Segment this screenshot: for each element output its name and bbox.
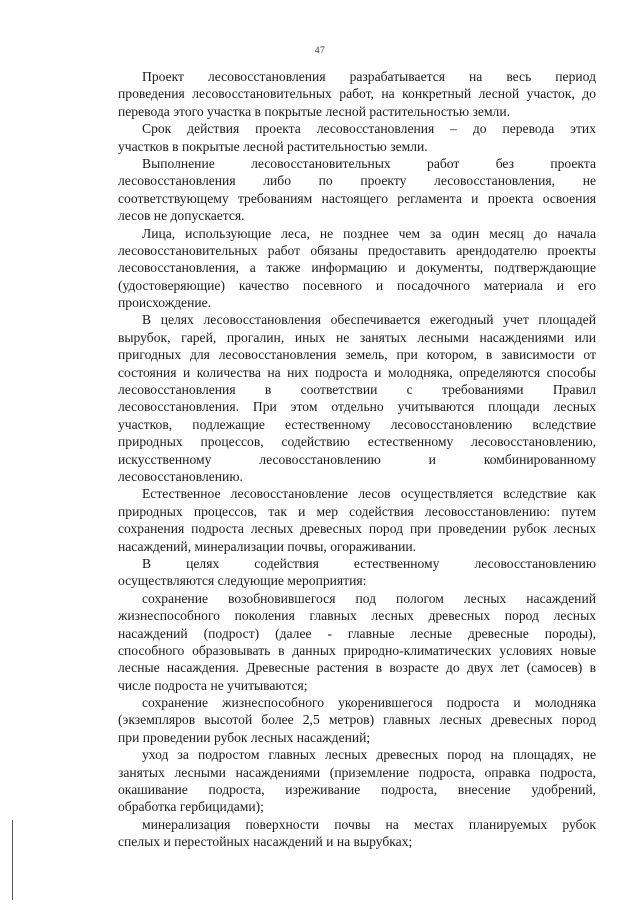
text-line: искусственному лесовосстановлению и комбинированному bbox=[118, 451, 596, 467]
text-line: проведения лесовосстановительных работ, на конкретный лесной участок, до bbox=[118, 86, 596, 102]
margin-line bbox=[12, 820, 13, 900]
text-line: при проведении рубок лесных насаждений; bbox=[118, 729, 371, 745]
text-line: лесовосстановления в соответствии с требованиями Правил bbox=[118, 382, 596, 398]
text-line: занятых лесными насаждениями (приземление подроста, оправка подроста, bbox=[118, 764, 596, 780]
text-line: Проект лесовосстановления разрабатывается на весь период bbox=[142, 69, 596, 84]
text-line: (экземпляров высотой более 2,5 метров) главных лесных древесных пород bbox=[118, 712, 596, 728]
paragraph bbox=[118, 485, 596, 555]
text-line: Выполнение лесовосстановительных работ без проекта bbox=[142, 155, 596, 171]
text-line: окашивание подроста, изреживание подроста, внесение удобрений, bbox=[118, 782, 596, 798]
text-line: пригодных для лесовосстановления земель, при котором, в зависимости от bbox=[118, 347, 596, 363]
text-line: участков в покрытые лесной растительностью земли. bbox=[118, 138, 428, 154]
text-line: происхождение. bbox=[118, 295, 212, 311]
text-line: насаждений, минерализации почвы, огораживании. bbox=[118, 538, 417, 554]
text-line: Естественное лесовосстановление лесов осуществляется вследствие как bbox=[142, 486, 596, 502]
paragraph bbox=[118, 68, 596, 120]
text-line: обработка гербицидами); bbox=[118, 799, 264, 815]
paragraph bbox=[118, 694, 596, 746]
text-line: Лица, использующие леса, не позднее чем за один месяц до начала bbox=[142, 225, 596, 241]
text-line: лесов не допускается. bbox=[118, 208, 245, 224]
text-line: жизнеспособного поколения главных лесных древесных пород лесных bbox=[118, 608, 596, 624]
page-number: 47 bbox=[314, 46, 326, 56]
text-line: сохранение возобновившегося под пологом лесных насаждений bbox=[142, 590, 596, 606]
text-line: лесовосстановительных работ обязаны предоставить арендодателю проекты bbox=[118, 242, 596, 258]
paragraph bbox=[118, 816, 596, 851]
text-line: В целях лесовосстановления обеспечивается ежегодный учет площадей bbox=[142, 312, 596, 328]
document-body bbox=[118, 68, 596, 851]
text-line: Срок действия проекта лесовосстановления – до перевода этих bbox=[142, 121, 596, 137]
text-line: вырубок, гарей, прогалин, иных не занятых лесными насаждениями или bbox=[118, 329, 596, 345]
text-line: насаждений (подрост) (далее - главные лесные древесные породы), bbox=[118, 625, 596, 641]
text-line: участков, подлежащие естественному лесовосстановлению вследствие bbox=[118, 416, 596, 432]
text-line: лесовосстановления либо по проекту лесовосстановления, не bbox=[118, 173, 596, 189]
text-line: В целях содействия естественному лесовосстановлению bbox=[142, 555, 596, 571]
text-line: сохранения подроста лесных древесных пород при проведении рубок лесных bbox=[118, 521, 596, 537]
text-line: природных процессов, так и мер содействия лесовосстановлению: путем bbox=[118, 503, 596, 519]
text-line: сохранение жизнеспособного укоренившегося подроста и молодняка bbox=[142, 695, 596, 711]
text-line: состояния и количества на них подроста и молодняка, определяются способы bbox=[118, 364, 596, 380]
paragraph bbox=[118, 746, 596, 816]
text-line: природных процессов, содействию естественному лесовосстановлению, bbox=[118, 434, 596, 450]
text-line: лесовосстановления, а также информацию и документы, подтверждающие bbox=[118, 260, 596, 276]
paragraph bbox=[118, 311, 596, 485]
text-line: лесовосстановления. При этом отдельно учитываются площади лесных bbox=[118, 399, 596, 415]
text-line: минерализация поверхности почвы на местах планируемых рубок bbox=[142, 816, 596, 832]
text-line: спелых и перестойных насаждений и на вырубках; bbox=[118, 834, 413, 850]
paragraph bbox=[118, 155, 596, 225]
paragraph bbox=[118, 555, 596, 590]
paragraph bbox=[118, 120, 596, 155]
paragraph bbox=[118, 225, 596, 312]
text-line: лесные насаждения. Древесные растения в возрасте до двух лет (самосев) в bbox=[118, 660, 596, 676]
text-line: соответствующему требованиям настоящего регламента и проекта освоения bbox=[118, 190, 596, 206]
text-line: перевода этого участка в покрытые лесной растительностью земли. bbox=[118, 103, 511, 119]
text-line: способного образовывать в данных природно-климатических условиях новые bbox=[118, 642, 596, 658]
text-line: числе подроста не учитываются; bbox=[118, 677, 308, 693]
text-line: уход за подростом главных лесных древесных пород на площадях, не bbox=[142, 747, 596, 763]
paragraph bbox=[118, 590, 596, 694]
text-line: осуществляются следующие мероприятия: bbox=[118, 573, 367, 589]
text-line: (удостоверяющие) качество посевного и посадочного материала и его bbox=[118, 277, 596, 293]
text-line: лесовосстановлению. bbox=[118, 468, 243, 484]
